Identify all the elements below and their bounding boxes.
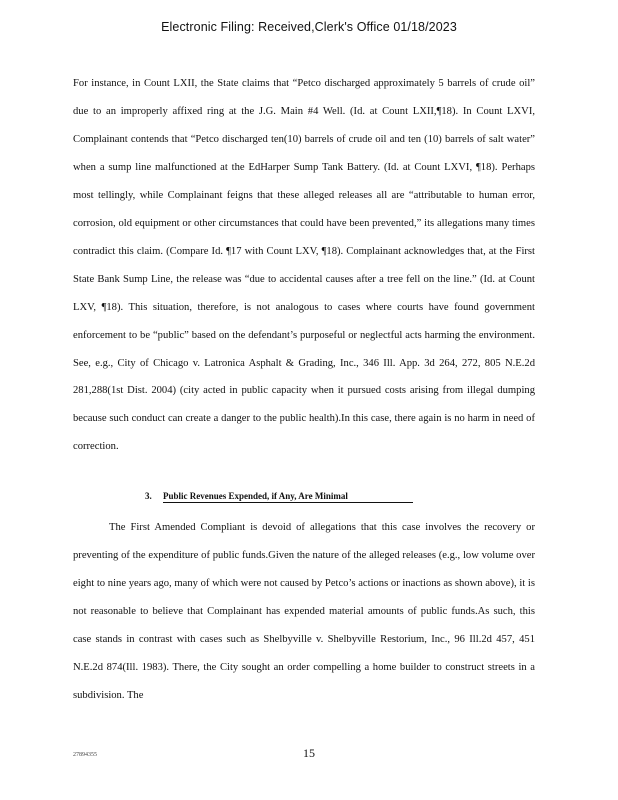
document-body-continued <box>73 514 535 710</box>
paragraph-1: For instance, in Count LXII, the State claims that “Petco discharged approximately 5 barrels of crude oil” due to an improperly affixed ring at the J.G. Main #4 Well. (Id. at Count LXII,¶18). In Count LXVI, Complainant contends that “Petco discharged ten(10) barrels of crude oil and ten (10) barrels of salt water” when a sump line malfunctioned at the EdHarper Sump Tank Battery. (Id. at Count LXVI, ¶18). Perhaps most tellingly, while Complainant feigns that these alleged releases all are “attributable to human error, corrosion, old equipment or other circumstances that could have been prevented,” its allegations many times contradict this claim. (Compare Id. ¶17 with Count LXV, ¶18). Complainant acknowledges that, at the First State Bank Sump Line, the release was “due to accidental causes after a tree fell on the line.” (Id. at Count LXV, ¶18). This situation, therefore, is not analogous to cases where courts have found government enforcement to be “public” based on the defendant’s purposeful or neglectful acts harming the environment. See, e.g., City of Chicago v. Latronica Asphalt & Grading, Inc., 346 Ill. App. 3d 264, 272, 805 N.E.2d 281,288(1st Dist. 2004) (city acted in public capacity when it pursued costs arising from illegal dumping because such conduct can create a danger to the public health).In this case, there again is no harm in need of correction. <box>73 78 535 453</box>
section-number: 3. <box>145 491 152 501</box>
section-title: Public Revenues Expended, if Any, Are Minimal <box>163 491 413 503</box>
document-id: 27894355 <box>73 752 97 758</box>
page-number: 15 <box>303 746 315 760</box>
document-body <box>73 70 535 461</box>
paragraph-2: The First Amended Compliant is devoid of allegations that this case involves the recovery or preventing of the expenditure of public funds.Given the nature of the alleged releases (e.g., low volume over eight to nine years ago, many of which were not caused by Petco’s actions or inactions as shown above), it is not reasonable to believe that Complainant has expended material amounts of public funds.As such, this case stands in contrast with cases such as Shelbyville v. Shelbyville Restorium, Inc., 96 Ill.2d 457, 451 N.E.2d 874(Ill. 1983). There, the City sought an order compelling a home builder to construct streets in a subdivision. The <box>73 522 535 701</box>
section-heading <box>0 491 618 505</box>
filing-header: Electronic Filing: Received,Clerk's Office 01/18/2023 <box>161 20 457 34</box>
